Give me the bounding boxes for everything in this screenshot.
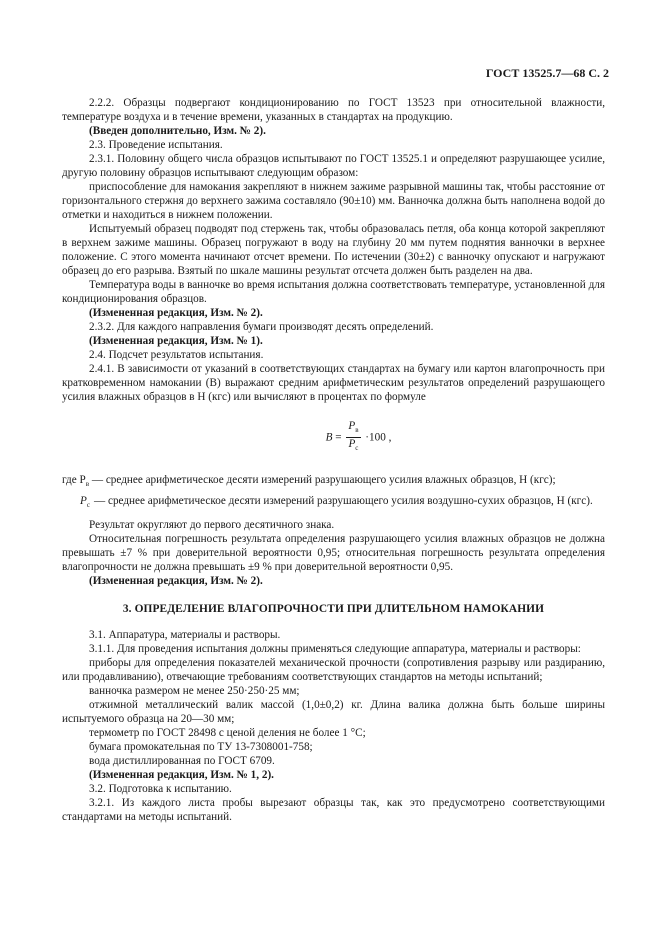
list-item-tray: ванночка размером не менее 250·250·25 мм; [89,684,300,697]
list-item-blotting-paper: бумага промокательная по ТУ 13-7308001-758; [89,740,313,753]
definition-dry [62,494,605,512]
document-body [62,96,605,824]
definition-symbol [62,473,92,491]
denominator-subscript: с [355,444,359,453]
formula-equals: = [335,431,342,444]
denominator-symbol: P [348,438,356,451]
definition-symbol-text: P [80,494,87,507]
paragraph-3-2-1: 3.2.1. Из каждого листа пробы вырезают образцы так, как это предусмотрено соответствующими стандартами на методы испытаний. [62,796,605,823]
list-item-water: вода дистиллированная по ГОСТ 6709. [89,754,275,767]
amendment-note: (Измененная редакция, Изм. № 2). [89,574,263,587]
list-item-thermometer: термометр по ГОСТ 28498 с ценой деления не более 1 °С; [89,726,366,739]
paragraph-3-1-1: 3.1.1. Для проведения испытания должны применяться следующие аппаратура, материалы и растворы: [89,642,581,655]
paragraph-temperature: Температура воды в ванночке во время испытания должна соответствовать температуре, установленной для кондиционирования образцов. [62,279,605,305]
amendment-note: (Введен дополнительно, Изм. № 2). [89,125,266,137]
numerator-subscript: в [355,426,359,435]
definition-wet [62,473,605,491]
paragraph-fixture: приспособление для намокания закрепляют в нижнем зажиме разрывной машины так, чтобы расстояние от горизонтального стержня до верхнего зажима составляло (90±10) мм. Ванночка должна быть наполнена водой до отметки и находиться в нижнем положении. [62,181,605,221]
formula-tail: ·100 , [365,431,392,444]
list-item-roller: отжимной металлический валик массой (1,0±0,2) кг. Длина валика должна быть больше ширины испытуемого образца на 20—30 мм; [62,698,605,725]
amendment-note: (Измененная редакция, Изм. № 1). [89,335,263,347]
definition-symbol-text: где P [62,474,86,487]
paragraph-3-1: 3.1. Аппаратура, материалы и растворы. [89,628,281,641]
paragraph-2-4-1: 2.4.1. В зависимости от указаний в соответствующих стандартах на бумагу или картон влагопрочность при кратковременном намокании (B) выражают средним арифметическим результатов определений разрушающего усилия влажных образцов в Н (кгс) или вычисляют в процентах по формуле [62,363,605,403]
formula [62,420,605,455]
formula-fraction [346,420,360,455]
amendment-note: (Измененная редакция, Изм. № 1, 2). [89,768,274,781]
numerator-symbol: P [348,420,356,432]
paragraph-2-4: 2.4. Подсчет результатов испытания. [89,349,264,361]
page-header: ГОСТ 13525.7—68 С. 2 [485,66,609,80]
amendment-note: (Измененная редакция, Изм. № 2). [89,307,263,319]
definition-text: — среднее арифметическое десяти измерений разрушающего усилия воздушно-сухих образцов, Н (кгс). [94,494,593,507]
definition-subscript: в [85,480,90,489]
definition-text: — среднее арифметическое десяти измерений разрушающего усилия влажных образцов, Н (кгс); [91,474,556,487]
paragraph-2-3: 2.3. Проведение испытания. [89,139,223,151]
formula-lhs: B [325,431,333,444]
formula-numerator [346,420,360,438]
formula-denominator [346,438,360,455]
list-item-instruments: приборы для определения показателей механической прочности (сопротивления разрыву или раздиранию, или продавливанию), отвечающие требованиям соответствующих стандартов на методы испытаний; [62,656,605,683]
paragraph-error: Относительная погрешность результата определения разрушающего усилия влажных образцов не должна превышать ±7 % при доверительной вероятности 0,95; относительная погрешность результата определения влагопрочности не должна превышать ±9 % при доверительной вероятности 0,95. [62,532,605,573]
definition-symbol [62,494,94,512]
paragraph-rounding: Результат округляют до первого десятичного знака. [89,518,335,531]
section-3-title: 3. ОПРЕДЕЛЕНИЕ ВЛАГОПРОЧНОСТИ ПРИ ДЛИТЕЛЬНОМ НАМОКАНИИ [122,602,545,615]
paragraph-2-3-1: 2.3.1. Половину общего числа образцов испытывают по ГОСТ 13525.1 и определяют разрушающее усилие, другую половину образцов испытывают следующим образом: [62,153,605,179]
paragraph-sample: Испытуемый образец подводят под стержень так, чтобы образовалась петля, оба конца которой закрепляют в верхнем зажиме машины. Образец погружают в воду на глубину 20 мм путем поднятия ванночки в верхнее положение. С этого момента начинают отсчет времени. По истечении (30±2) с ванночку опускают и нагружают образец до его разрыва. Взятый по шкале машины результат отсчета должен быть разделен на два. [62,223,605,277]
paragraph-2-3-2: 2.3.2. Для каждого направления бумаги производят десять определений. [89,321,434,333]
paragraph-3-2: 3.2. Подготовка к испытанию. [89,782,232,795]
paragraph-2-2-2: 2.2.2. Образцы подвергают кондиционированию по ГОСТ 13523 при относительной влажности, температуре воздуха и в течение времени, указанных в стандартах на продукцию. [62,97,605,123]
definition-subscript: с [86,500,90,509]
